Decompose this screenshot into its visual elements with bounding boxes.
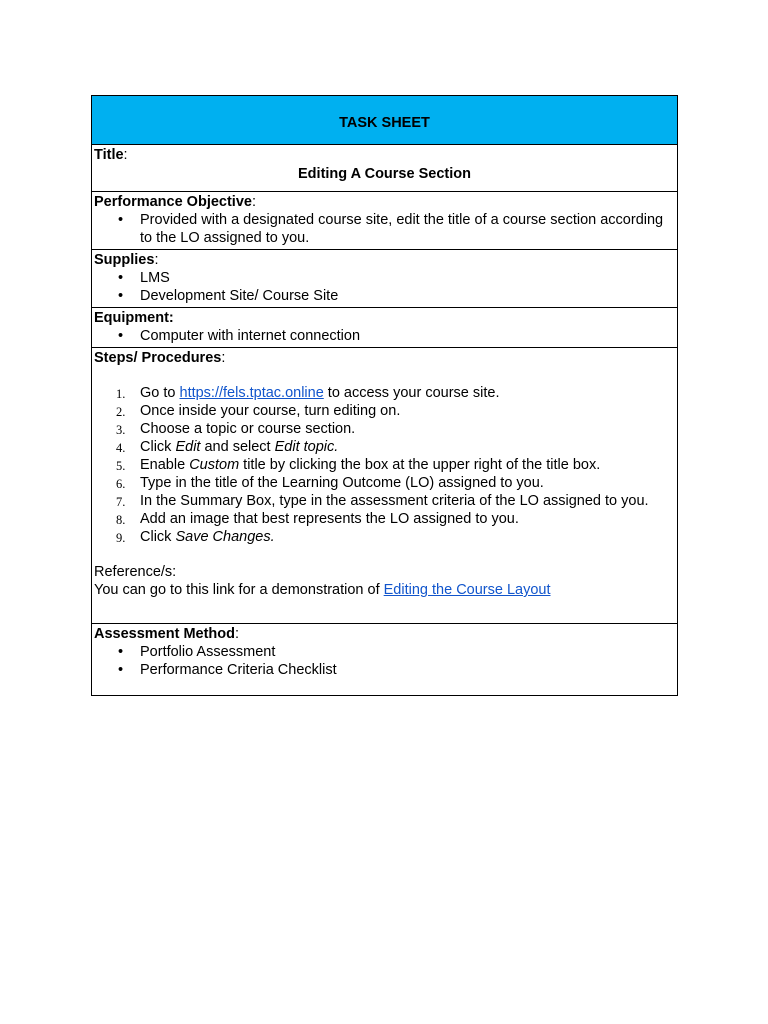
step-item [94, 474, 675, 492]
title-section [92, 145, 678, 192]
step-item [94, 528, 675, 546]
step-number: 8. [116, 513, 126, 527]
steps-section [92, 348, 678, 624]
task-sheet-header [92, 96, 678, 145]
step-text: to access your course site. [323, 385, 500, 401]
reference-text: You can go to this link for a demonstration of [94, 582, 384, 598]
list-item: • Development Site/ Course Site [94, 287, 675, 305]
equipment-section [92, 308, 678, 348]
list-item: • Provided with a designated course site, edit the title of a course section according to the LO assigned to you. [94, 211, 675, 247]
title-label: Title [94, 147, 124, 163]
assessment-section [92, 624, 678, 696]
assessment-label: Assessment Method [94, 626, 236, 642]
course-layout-link[interactable]: Editing the Course Layout [383, 582, 551, 598]
step-text: Once inside your course, turn editing on. [140, 403, 401, 419]
steps-list [94, 384, 675, 546]
step-item [94, 384, 675, 402]
steps-colon: : [221, 350, 226, 366]
steps-label: Steps/ Procedures [94, 350, 222, 366]
course-section-title: Editing A Course Section [298, 166, 471, 182]
step-item [94, 438, 675, 456]
step-text: Choose a topic or course section. [140, 421, 356, 437]
task-sheet-table [91, 95, 678, 696]
step-item [94, 402, 675, 420]
step-text: title by clicking the box at the upper right of the title box. [239, 457, 601, 473]
step-text: and select [200, 439, 275, 455]
step-number: 5. [116, 459, 126, 473]
step-text: Enable [140, 457, 190, 473]
equipment-list [94, 327, 675, 345]
assessment-list [94, 643, 675, 679]
objective-label: Performance Objective [94, 194, 252, 210]
step-emphasis: Edit topic. [274, 439, 339, 455]
title-colon: : [123, 147, 128, 163]
step-text: Click [140, 529, 176, 545]
step-item [94, 492, 675, 510]
step-emphasis: Save Changes. [175, 529, 275, 545]
assessment-colon: : [235, 626, 240, 642]
step-number: 3. [116, 423, 126, 437]
step-text: Add an image that best represents the LO assigned to you. [140, 511, 519, 527]
supplies-list [94, 269, 675, 305]
step-emphasis: Edit [175, 439, 201, 455]
step-item [94, 456, 675, 474]
equipment-label: Equipment: [94, 310, 174, 326]
objective-section [92, 192, 678, 250]
supplies-colon: : [154, 252, 159, 268]
supplies-label: Supplies [94, 252, 155, 268]
list-item: • Computer with internet connection [94, 327, 675, 345]
supplies-section [92, 250, 678, 308]
step-number: 9. [116, 531, 126, 545]
step-number: 7. [116, 495, 126, 509]
step-item [94, 420, 675, 438]
step-number: 6. [116, 477, 126, 491]
objective-list [94, 211, 675, 247]
step-text: Go to [140, 385, 180, 401]
objective-colon: : [251, 194, 256, 210]
step-number: 2. [116, 405, 126, 419]
step-emphasis: Custom [189, 457, 240, 473]
task-sheet-title: TASK SHEET [339, 115, 430, 131]
step-number: 4. [116, 441, 126, 455]
reference-line [94, 581, 675, 599]
list-item: • Performance Criteria Checklist [94, 661, 675, 679]
list-item: • Portfolio Assessment [94, 643, 675, 661]
reference-label: Reference/s: [94, 564, 177, 580]
step-text: In the Summary Box, type in the assessment criteria of the LO assigned to you. [140, 493, 649, 509]
step-text: Type in the title of the Learning Outcome (LO) assigned to you. [140, 475, 544, 491]
course-site-link[interactable]: https://fels.tptac.online [179, 385, 324, 401]
list-item: • LMS [94, 269, 675, 287]
step-text: Click [140, 439, 176, 455]
step-number: 1. [116, 387, 126, 401]
step-item [94, 510, 675, 528]
